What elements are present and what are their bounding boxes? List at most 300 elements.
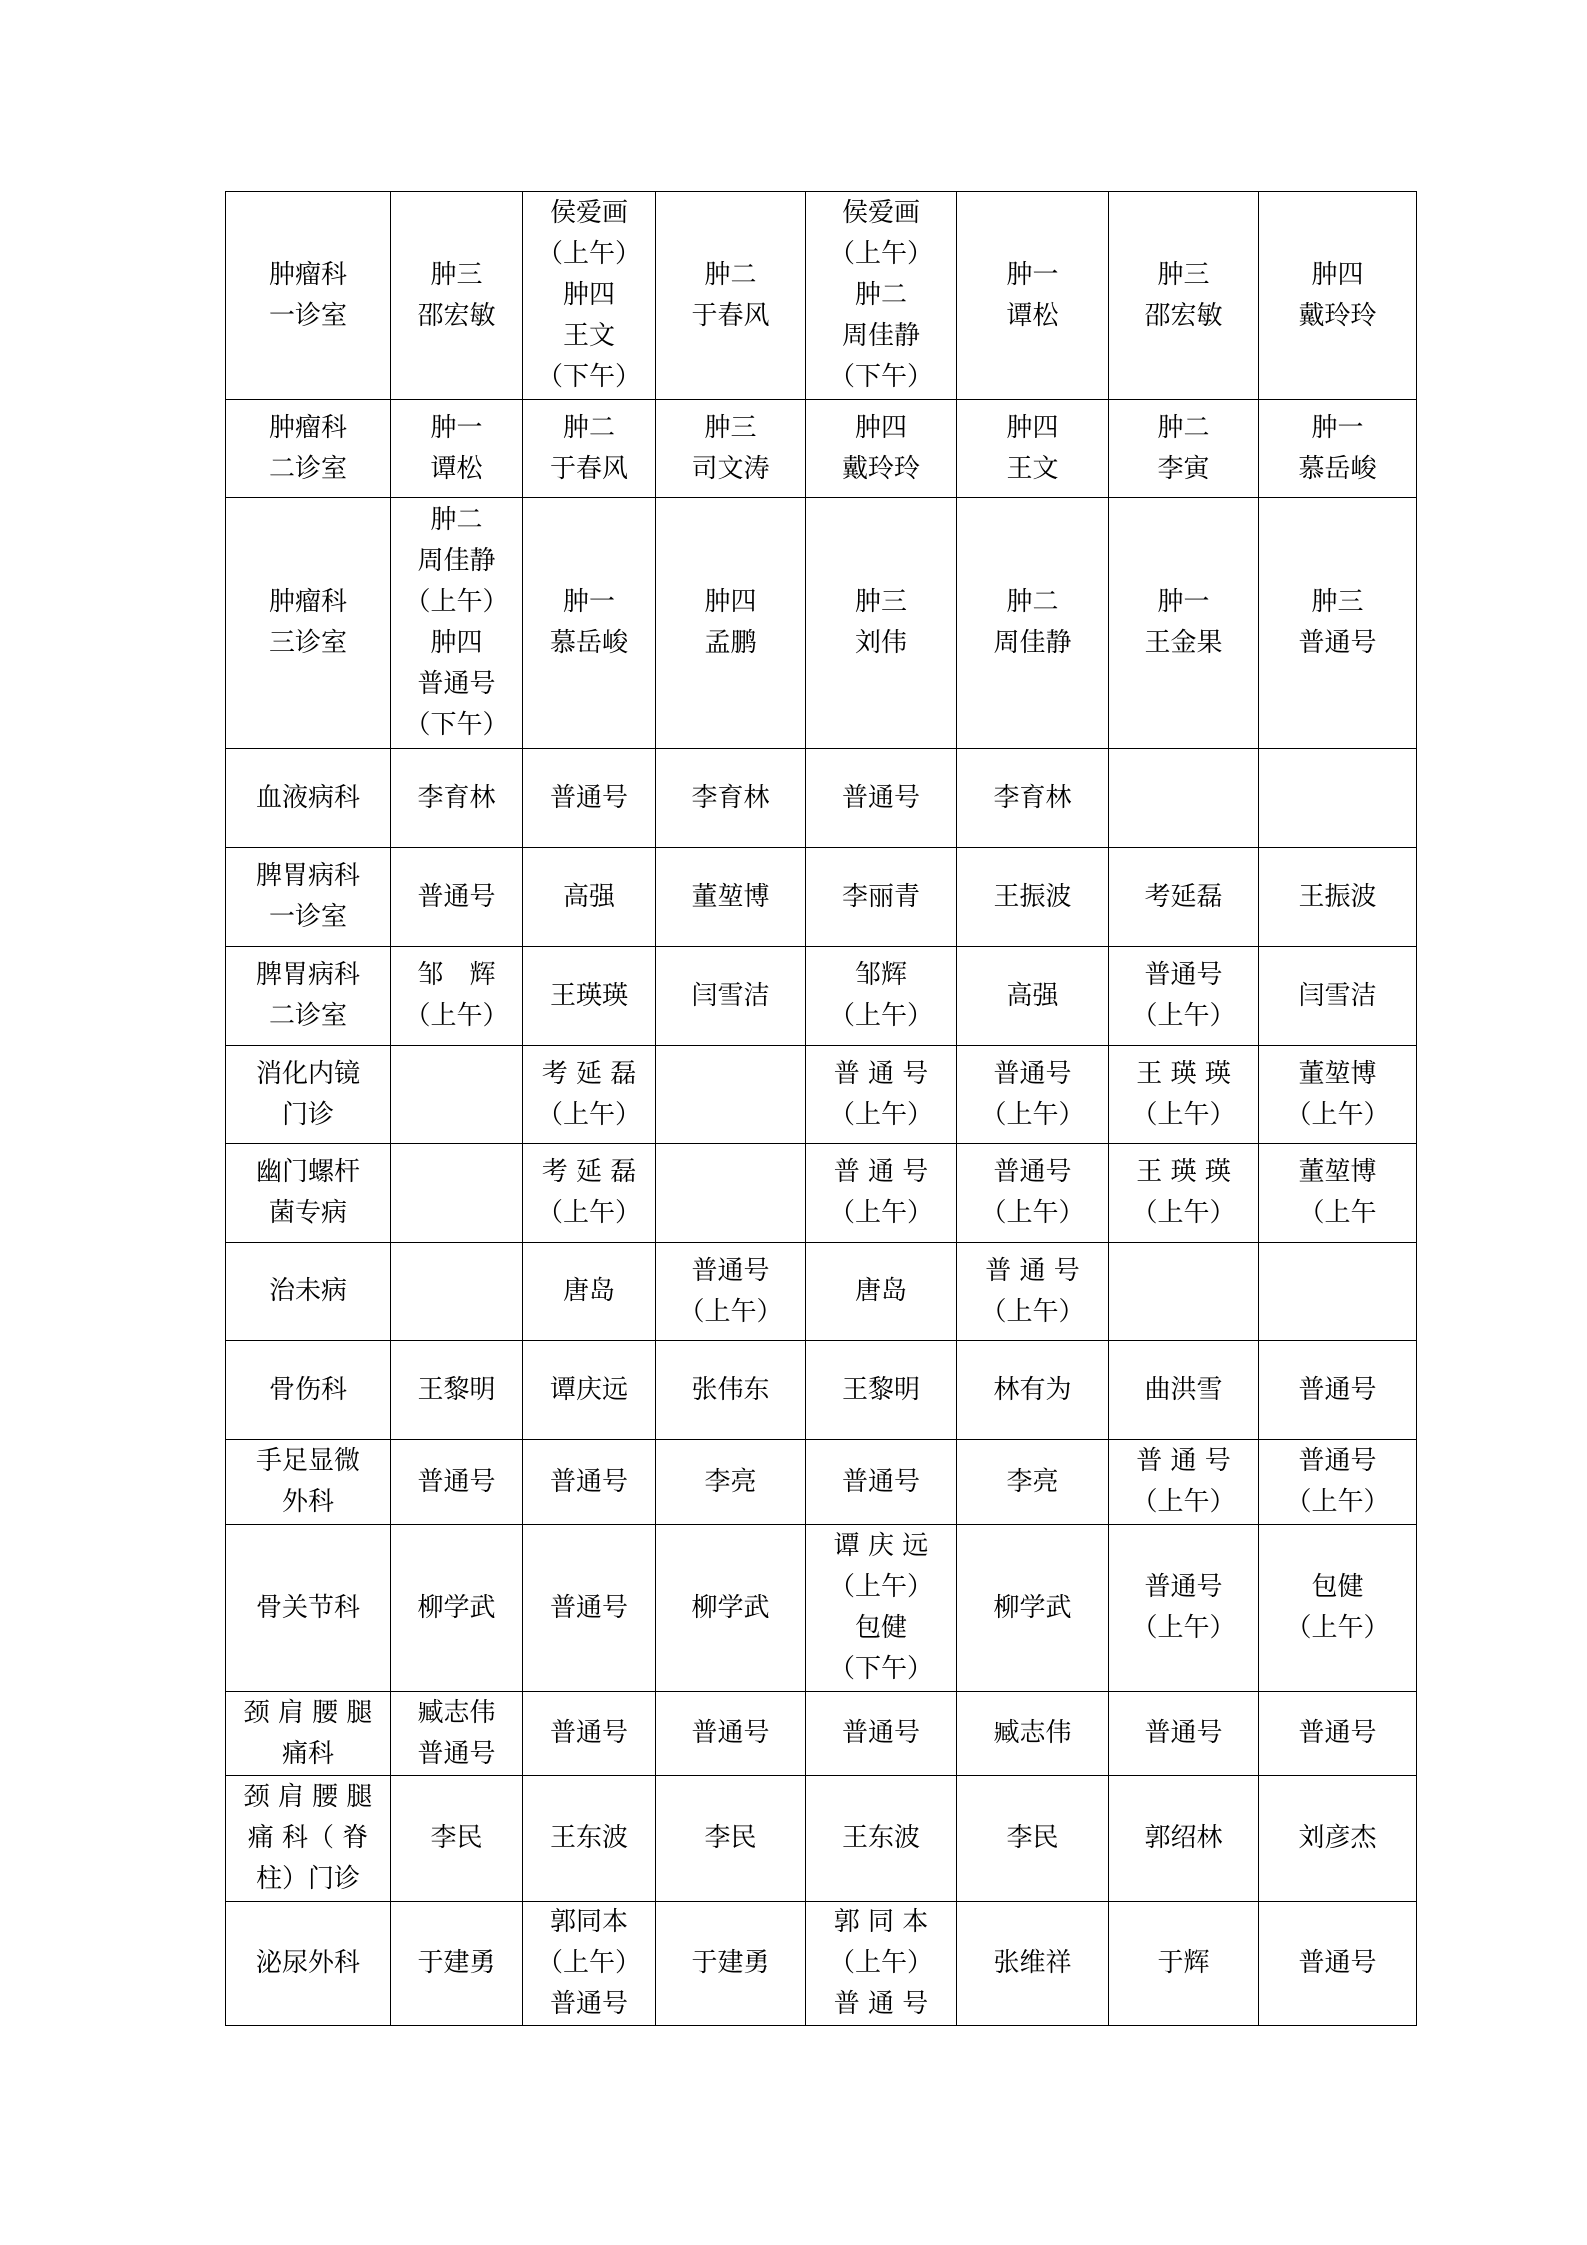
department-name-line: 菌专病 [268,1198,347,1228]
schedule-row [226,192,1417,400]
doctor-line: 曲洪雪 [1144,1374,1223,1405]
schedule-cell [1109,947,1259,1046]
department-name-line: 治未病 [268,1276,347,1306]
doctor-line: 普通号 [841,1466,920,1497]
doctor-line: 郭 同 本 [833,1907,929,1937]
doctor-line: 普通号 [691,1255,770,1286]
schedule-cell [806,1525,957,1692]
schedule-cell [391,1341,523,1440]
department-cell [226,400,391,498]
schedule-cell [957,1440,1109,1525]
doctor-line: （上午） [1131,1001,1236,1031]
doctor-line: 唐岛 [562,1276,615,1306]
schedule-row [226,947,1417,1046]
doctor-line: 孟鹏 [704,628,757,658]
schedule-cell [656,1692,806,1776]
schedule-cell [391,749,523,848]
doctor-line: 普通号 [549,1718,628,1748]
department-cell [226,192,391,400]
schedule-cell [1259,947,1417,1046]
doctor-line: 王文 [562,321,615,351]
doctor-line: 普通号 [841,1718,920,1748]
schedule-cell [957,1144,1109,1243]
doctor-line: 刘伟 [854,628,907,658]
doctor-line: 肿三 [1157,259,1210,290]
schedule-cell [957,1776,1109,1902]
doctor-line: 肿四 [704,587,757,617]
schedule-row [226,1692,1417,1776]
department-cell [226,1776,391,1902]
doctor-line: 包健 [854,1613,907,1643]
department-cell [226,1046,391,1144]
doctor-line: 考延磊 [1144,881,1223,912]
doctor-line: 肿三 [854,587,907,617]
schedule-cell [1109,1776,1259,1902]
doctor-line: 郭绍林 [1144,1823,1223,1853]
doctor-line: 董堃博 [691,881,770,912]
doctor-line: 肿四 [854,412,907,443]
doctor-line: 普通号 [993,1058,1072,1089]
schedule-cell [806,1046,957,1144]
department-name-line: 骨关节科 [255,1592,360,1623]
doctor-line: 肿四 [1311,259,1364,290]
department-cell [226,1525,391,1692]
doctor-line: 于建勇 [417,1948,496,1978]
doctor-line: 闫雪洁 [1298,980,1377,1011]
schedule-cell [806,192,957,400]
doctor-line: 柳学武 [993,1592,1072,1623]
schedule-cell [391,1776,523,1902]
schedule-row [226,1046,1417,1144]
schedule-cell [1259,400,1417,498]
schedule-cell [957,1692,1109,1776]
schedule-row [226,498,1417,749]
doctor-line: 普通号 [1144,1572,1223,1602]
schedule-cell [1109,1525,1259,1692]
department-name-line: 消化内镜 [255,1058,360,1089]
doctor-line: 李丽青 [841,881,920,912]
doctor-line: 肿二 [1006,587,1059,617]
schedule-cell [1109,1144,1259,1243]
department-name-line: 肿瘤科 [268,259,347,290]
doctor-line: 肿一 [1157,587,1210,617]
schedule-cell [1109,1440,1259,1525]
doctor-line: 邵宏敏 [1144,300,1223,331]
schedule-row [226,1440,1417,1525]
schedule-cell [1259,1902,1417,2026]
doctor-line: 肿一 [562,587,615,617]
doctor-line: （上午） [980,1198,1085,1228]
doctor-line: 周佳静 [841,321,920,351]
schedule-cell [523,1440,656,1525]
schedule-cell [656,498,806,749]
schedule-cell [391,1144,523,1243]
doctor-line: 谭 庆 远 [833,1531,929,1561]
department-name-line: 痛科 [281,1738,334,1769]
doctor-line: 王 瑛 瑛 [1136,1157,1231,1187]
schedule-cell [1259,1046,1417,1144]
schedule-cell [391,1525,523,1692]
schedule-cell [391,1692,523,1776]
doctor-line: （上午） [1285,1487,1390,1517]
schedule-cell [656,947,806,1046]
department-name-line: 手足显微 [255,1446,360,1476]
doctor-line: （上午） [828,1001,933,1031]
doctor-line: 肿一 [430,412,483,443]
doctor-line: 刘彦杰 [1298,1823,1377,1853]
department-name-line: 颈 肩 腰 腿 [243,1697,373,1728]
doctor-line: 普通号 [549,1592,628,1623]
doctor-line: 于建勇 [691,1948,770,1978]
doctor-line: 普通号 [1298,1718,1377,1748]
schedule-cell [523,1243,656,1341]
schedule-row [226,749,1417,848]
schedule-cell [1109,1046,1259,1144]
schedule-cell [523,947,656,1046]
schedule-cell [1109,400,1259,498]
doctor-line: 戴玲玲 [1298,300,1377,331]
doctor-line: （上午） [980,1296,1085,1327]
schedule-cell [656,1341,806,1440]
doctor-line: （下午） [536,362,641,392]
schedule-cell [957,1046,1109,1144]
schedule-cell [391,1243,523,1341]
schedule-cell [523,1692,656,1776]
doctor-line: （上午） [980,1099,1085,1130]
department-cell [226,1902,391,2026]
schedule-cell [656,1776,806,1902]
schedule-cell [391,400,523,498]
doctor-line: 戴玲玲 [841,453,920,484]
doctor-line: 周佳静 [417,546,496,576]
doctor-line: （上午） [828,1572,933,1602]
schedule-cell [806,498,957,749]
schedule-cell [1259,749,1417,848]
department-name-line: 外科 [281,1487,334,1517]
doctor-line: 普通号 [1144,960,1223,990]
department-name-line: 脾胃病科 [255,960,360,990]
schedule-row [226,400,1417,498]
doctor-line: 普 通 号 [985,1255,1080,1286]
department-cell [226,1144,391,1243]
doctor-line: 侯爱画 [549,198,628,228]
schedule-cell [1259,848,1417,947]
doctor-line: 李民 [430,1823,483,1853]
doctor-line: （下午） [828,362,933,392]
doctor-line: 普通号 [1144,1718,1223,1748]
doctor-line: 柳学武 [691,1592,770,1623]
department-cell [226,1243,391,1341]
schedule-cell [656,1144,806,1243]
schedule-cell [806,1243,957,1341]
doctor-line: 肿三 [1311,587,1364,617]
department-name-line: 柱）门诊 [255,1864,360,1894]
doctor-line: 唐岛 [854,1276,907,1306]
schedule-cell [806,1341,957,1440]
doctor-line: （上午） [828,1099,933,1130]
doctor-line: 林有为 [993,1374,1072,1405]
doctor-line: 王文 [1006,453,1059,484]
doctor-line: 普 通 号 [833,1058,929,1089]
schedule-row [226,1144,1417,1243]
schedule-cell [656,1046,806,1144]
doctor-line: 闫雪洁 [691,980,770,1011]
schedule-cell [523,1341,656,1440]
doctor-line: 谭松 [1006,300,1059,331]
doctor-line: （上午） [1131,1487,1236,1517]
doctor-line: 邹辉 [854,960,907,990]
doctor-line: 普通号 [1298,628,1377,658]
schedule-cell [523,1525,656,1692]
department-name-line: 一诊室 [268,300,347,331]
doctor-line: 肿三 [704,412,757,443]
schedule-cell [391,947,523,1046]
schedule-cell [806,1440,957,1525]
doctor-line: 邵宏敏 [417,300,496,331]
outpatient-schedule-table [225,191,1417,2026]
doctor-line: 王 瑛 瑛 [1136,1058,1231,1089]
doctor-line: 张维祥 [993,1948,1072,1978]
doctor-line: （下午） [404,710,509,740]
schedule-cell [1259,498,1417,749]
schedule-cell [806,400,957,498]
schedule-cell [656,192,806,400]
doctor-line: 普通号 [993,1157,1072,1187]
doctor-line: 司文涛 [691,453,770,484]
schedule-cell [1109,1902,1259,2026]
doctor-line: 王金果 [1144,628,1223,658]
doctor-line: 普 通 号 [1136,1446,1231,1476]
schedule-cell [656,1525,806,1692]
department-cell [226,1440,391,1525]
doctor-line: 李育林 [417,782,496,813]
schedule-row [226,1243,1417,1341]
doctor-line: 王黎明 [841,1374,920,1405]
department-name-line: 血液病科 [255,782,360,813]
doctor-line: 周佳静 [993,628,1072,658]
schedule-cell [523,1902,656,2026]
schedule-cell [806,1776,957,1902]
schedule-cell [656,1243,806,1341]
schedule-cell [391,848,523,947]
doctor-line: 普通号 [691,1718,770,1748]
schedule-cell [957,1902,1109,2026]
schedule-cell [806,1902,957,2026]
schedule-cell [391,498,523,749]
doctor-line: （下午） [828,1654,933,1684]
doctor-line: 李寅 [1157,453,1210,484]
doctor-line: 张伟东 [691,1374,770,1405]
schedule-row [226,1525,1417,1692]
department-name-line: 肿瘤科 [268,412,347,443]
doctor-line: （上午） [1285,1613,1390,1643]
doctor-line: 普通号 [417,1738,496,1769]
schedule-cell [1259,1341,1417,1440]
doctor-line: （上午） [1131,1198,1236,1228]
doctor-line: （上午） [1131,1099,1236,1130]
doctor-line: （上午） [678,1296,783,1327]
doctor-line: 肿二 [704,259,757,290]
schedule-cell [1259,1144,1417,1243]
doctor-line: 王振波 [993,881,1072,912]
doctor-line: 慕岳峻 [549,628,628,658]
department-cell [226,498,391,749]
schedule-cell [523,1776,656,1902]
schedule-cell [1259,1776,1417,1902]
doctor-line: 王东波 [549,1823,628,1853]
doctor-line: 肿一 [1006,259,1059,290]
department-name-line: 肿瘤科 [268,587,347,617]
doctor-line: （上午） [536,239,641,269]
doctor-line: 普 通 号 [833,1157,929,1187]
doctor-line: 臧志伟 [993,1718,1072,1748]
doctor-line: 于春风 [691,300,770,331]
schedule-cell [523,848,656,947]
schedule-cell [1259,192,1417,400]
doctor-line: 高强 [1006,980,1059,1011]
schedule-cell [656,1440,806,1525]
doctor-line: 普通号 [417,881,496,912]
schedule-cell [806,1144,957,1243]
schedule-cell [957,749,1109,848]
schedule-cell [523,749,656,848]
doctor-line: 普通号 [417,1466,496,1497]
doctor-line: 肿二 [562,412,615,443]
doctor-line: 包健 [1311,1572,1364,1602]
schedule-cell [523,498,656,749]
schedule-cell [957,947,1109,1046]
schedule-cell [1259,1525,1417,1692]
doctor-line: 普通号 [1298,1948,1377,1978]
schedule-cell [1259,1243,1417,1341]
schedule-cell [1259,1440,1417,1525]
schedule-cell [391,1902,523,2026]
schedule-cell [806,848,957,947]
doctor-line: （上午） [828,1198,933,1228]
doctor-line: 普通号 [549,1466,628,1497]
schedule-cell [1109,1341,1259,1440]
doctor-line: 于春风 [549,453,628,484]
schedule-cell [957,400,1109,498]
doctor-line: 李亮 [1006,1466,1059,1497]
department-name-line: 颈 肩 腰 腿 [243,1782,373,1812]
doctor-line: 普通号 [1298,1374,1377,1405]
doctor-line: 李亮 [704,1466,757,1497]
schedule-cell [656,848,806,947]
doctor-line: 郭同本 [549,1907,628,1937]
doctor-line: （上午） [536,1948,641,1978]
doctor-line: 于辉 [1157,1948,1210,1978]
schedule-cell [957,1525,1109,1692]
doctor-line: 肿二 [1157,412,1210,443]
doctor-line: 普通号 [549,1989,628,2019]
schedule-cell [391,1046,523,1144]
doctor-line: 邹 辉 [417,960,496,990]
doctor-line: 王振波 [1298,881,1377,912]
doctor-line: 肿二 [430,505,483,535]
doctor-line: 王东波 [841,1823,920,1853]
schedule-cell [957,498,1109,749]
doctor-line: （上午） [1285,1099,1390,1130]
doctor-line: 李育林 [691,782,770,813]
schedule-row [226,1341,1417,1440]
doctor-line: 普 通 号 [833,1989,929,2019]
schedule-row [226,1776,1417,1902]
doctor-line: 王黎明 [417,1374,496,1405]
department-name-line: 脾胃病科 [255,861,360,891]
schedule-cell [1109,1692,1259,1776]
schedule-cell [523,1144,656,1243]
doctor-line: 肿四 [1006,412,1059,443]
doctor-line: （上午） [536,1198,641,1228]
doctor-line: 谭松 [430,453,483,484]
department-cell [226,947,391,1046]
doctor-line: 董堃博 [1298,1058,1377,1089]
schedule-cell [1109,192,1259,400]
doctor-line: 谭庆远 [549,1374,628,1405]
schedule-cell [656,749,806,848]
schedule-cell [1259,1692,1417,1776]
doctor-line: （上午） [404,587,509,617]
schedule-cell [391,192,523,400]
doctor-line: （上午 [1298,1198,1377,1228]
department-name-line: 幽门螺杆 [255,1157,360,1187]
doctor-line: 李民 [704,1823,757,1853]
schedule-body [226,192,1417,2026]
schedule-cell [957,1341,1109,1440]
doctor-line: 肿四 [562,280,615,310]
doctor-line: （上午） [1131,1613,1236,1643]
schedule-cell [806,947,957,1046]
department-cell [226,1692,391,1776]
schedule-cell [523,1046,656,1144]
doctor-line: （上午） [404,1001,509,1031]
doctor-line: 普通号 [417,669,496,699]
doctor-line: 肿四 [430,628,483,658]
doctor-line: 董堃博 [1298,1157,1377,1187]
doctor-line: 侯爱画 [841,198,920,228]
schedule-cell [957,1243,1109,1341]
schedule-cell [391,1440,523,1525]
doctor-line: （上午） [828,239,933,269]
doctor-line: 普通号 [841,782,920,813]
schedule-cell [656,400,806,498]
department-name-line: 痛 科（ 脊 [247,1823,369,1853]
doctor-line: 柳学武 [417,1592,496,1623]
schedule-cell [1109,498,1259,749]
doctor-line: 王瑛瑛 [549,980,628,1011]
schedule-cell [806,749,957,848]
department-cell [226,848,391,947]
schedule-cell [523,400,656,498]
schedule-cell [656,1902,806,2026]
doctor-line: 臧志伟 [417,1697,496,1728]
doctor-line: 李民 [1006,1823,1059,1853]
schedule-row [226,848,1417,947]
department-name-line: 泌尿外科 [255,1948,360,1978]
doctor-line: 普通号 [1298,1446,1377,1476]
schedule-cell [1109,1243,1259,1341]
doctor-line: 肿三 [430,259,483,290]
schedule-cell [957,848,1109,947]
doctor-line: 肿一 [1311,412,1364,443]
doctor-line: 考 延 磊 [541,1157,637,1187]
doctor-line: 普通号 [549,782,628,813]
doctor-line: 考 延 磊 [541,1058,637,1089]
department-cell [226,1341,391,1440]
department-name-line: 二诊室 [268,1001,347,1031]
schedule-cell [1109,848,1259,947]
